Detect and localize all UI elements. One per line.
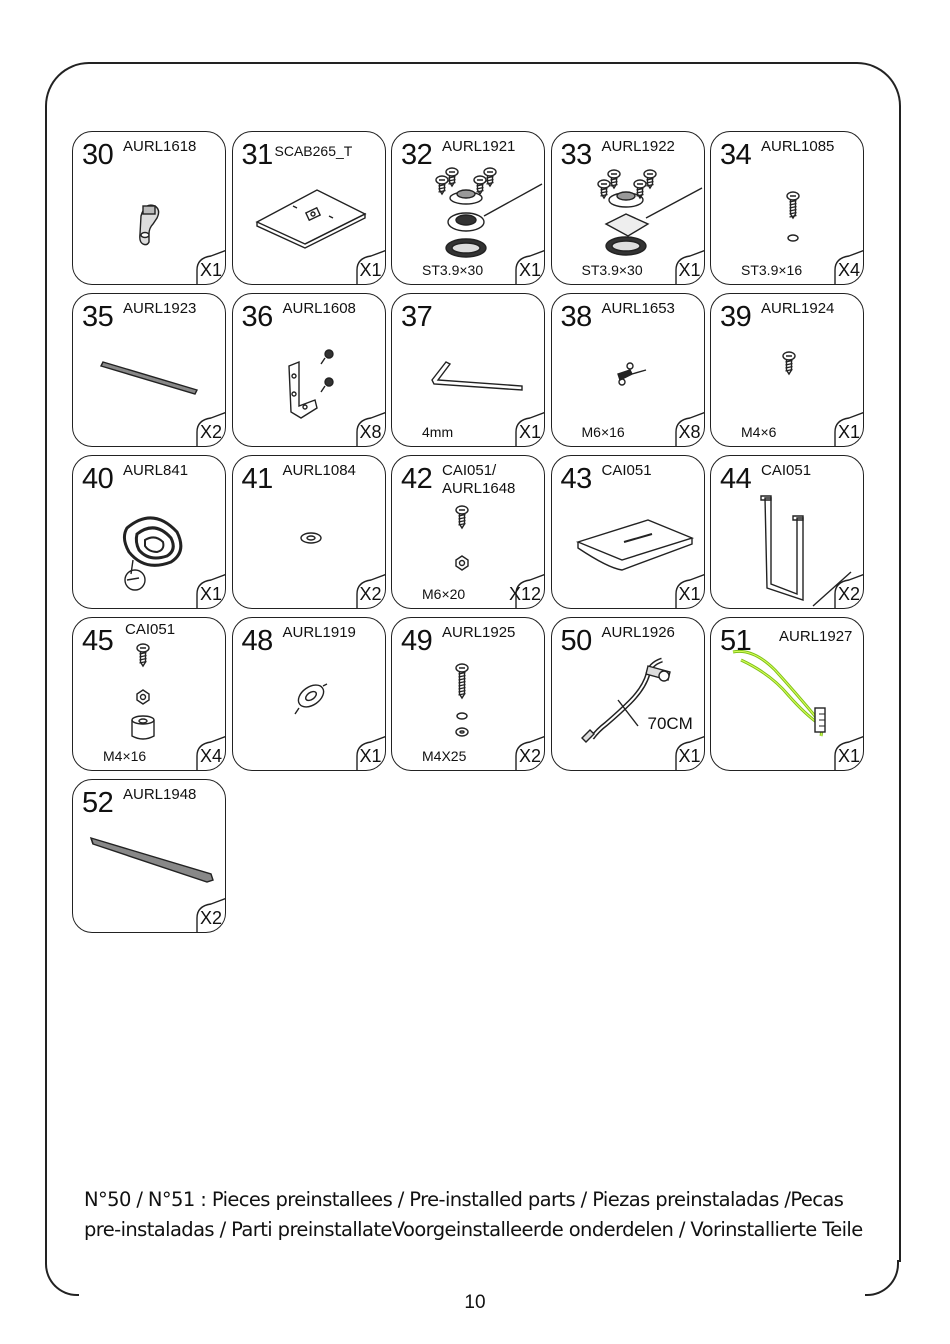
part-number: 40: [82, 463, 114, 495]
part-number: 35: [82, 301, 114, 333]
part-spec: M4×16: [103, 748, 147, 764]
part-code: AURL1922: [601, 138, 675, 155]
part-quantity: X1: [518, 260, 541, 280]
part-number: 31: [241, 139, 273, 171]
part-spec: ST3.9×30: [581, 262, 643, 278]
part-quantity: X2: [199, 908, 222, 928]
part-quantity: X1: [199, 260, 222, 280]
part-number: 45: [82, 625, 114, 657]
part-card-41: [232, 455, 386, 609]
part-card-39: [710, 293, 864, 447]
part-card-42: [391, 455, 545, 609]
part-code: AURL1927: [779, 628, 853, 645]
part-quantity: X1: [837, 422, 860, 442]
part-card-35: [72, 293, 226, 447]
part-quantity: X4: [199, 746, 222, 766]
part-code: AURL1923: [123, 300, 197, 317]
part-number: 38: [560, 301, 592, 333]
part-quantity: X1: [837, 746, 860, 766]
part-card-51: [710, 617, 864, 771]
part-quantity: X1: [678, 584, 701, 604]
part-card-34: [710, 131, 864, 285]
part-spec: M6×20: [422, 586, 466, 602]
part-number: 51: [720, 625, 752, 657]
page-number: 10: [464, 1292, 486, 1313]
part-code: AURL1948: [123, 786, 197, 803]
part-number: 36: [241, 301, 273, 333]
cable-length: 70CM: [647, 714, 693, 733]
part-card-38: [551, 293, 705, 447]
part-card-33: [551, 131, 705, 285]
part-code: AURL1925: [442, 624, 516, 641]
part-card-50: [551, 617, 705, 771]
part-number: 37: [401, 301, 433, 333]
part-quantity: X4: [837, 260, 860, 280]
part-number: 41: [241, 463, 273, 495]
part-number: 48: [241, 625, 273, 657]
part-quantity: X1: [678, 260, 701, 280]
part-number: 34: [720, 139, 752, 171]
part-number: 42: [401, 463, 433, 495]
part-number: 50: [560, 625, 592, 657]
part-code: AURL1921: [442, 138, 516, 155]
part-code: AURL1653: [601, 300, 675, 317]
part-card-43: [551, 455, 705, 609]
part-quantity: X8: [678, 422, 701, 442]
part-quantity: X2: [837, 584, 860, 604]
part-spec: ST3.9×16: [741, 262, 803, 278]
part-spec: 4mm: [422, 424, 454, 440]
part-spec: M4X25: [422, 748, 467, 764]
part-code: CAI051/ AURL1648: [442, 462, 516, 497]
part-card-32: [391, 131, 545, 285]
part-quantity: X8: [359, 422, 382, 442]
part-number: 49: [401, 625, 433, 657]
part-number: 44: [720, 463, 752, 495]
part-quantity: X1: [359, 746, 382, 766]
part-spec: ST3.9×30: [422, 262, 484, 278]
part-code: AURL1919: [282, 624, 356, 641]
part-card-44: [710, 455, 864, 609]
part-card-52: [72, 779, 226, 933]
part-code: AURL1618: [123, 138, 197, 155]
part-number: 39: [720, 301, 752, 333]
part-code: AURL1085: [761, 138, 835, 155]
part-card-31: [232, 131, 386, 285]
part-card-37: [391, 293, 545, 447]
part-number: 30: [82, 139, 114, 171]
part-code: AURL1608: [282, 300, 356, 317]
part-number: 32: [401, 139, 433, 171]
part-quantity: X1: [518, 422, 541, 442]
part-number: 33: [560, 139, 592, 171]
part-code: CAI051: [601, 462, 652, 479]
part-card-45: [72, 617, 226, 771]
footnote: N°50 / N°51 : Pieces preinstallees / Pre-installed parts / Piezas preinstaladas /Pecas pre-instaladas / Parti preinstallateVoorgeinstalleerde onderdelen / Vorinstallierte Teile: [84, 1188, 863, 1241]
part-card-30: [72, 131, 226, 285]
part-code: CAI051: [761, 462, 812, 479]
part-quantity: X2: [359, 584, 382, 604]
part-quantity: X2: [518, 746, 541, 766]
part-card-48: [232, 617, 386, 771]
part-code: SCAB265_T: [274, 143, 353, 159]
part-code: AURL1926: [601, 624, 675, 641]
part-code: CAI051: [125, 621, 176, 638]
part-code: AURL1084: [282, 462, 356, 479]
part-code: AURL1924: [761, 300, 835, 317]
part-quantity: X1: [678, 746, 701, 766]
part-code: AURL841: [123, 462, 189, 479]
part-spec: M6×16: [581, 424, 625, 440]
part-card-36: [232, 293, 386, 447]
part-quantity: X12: [508, 584, 541, 604]
part-spec: M4×6: [741, 424, 777, 440]
part-number: 43: [560, 463, 592, 495]
part-quantity: X1: [199, 584, 222, 604]
part-number: 52: [82, 787, 114, 819]
part-quantity: X2: [199, 422, 222, 442]
part-card-49: [391, 617, 545, 771]
part-card-40: [72, 455, 226, 609]
part-quantity: X1: [359, 260, 382, 280]
